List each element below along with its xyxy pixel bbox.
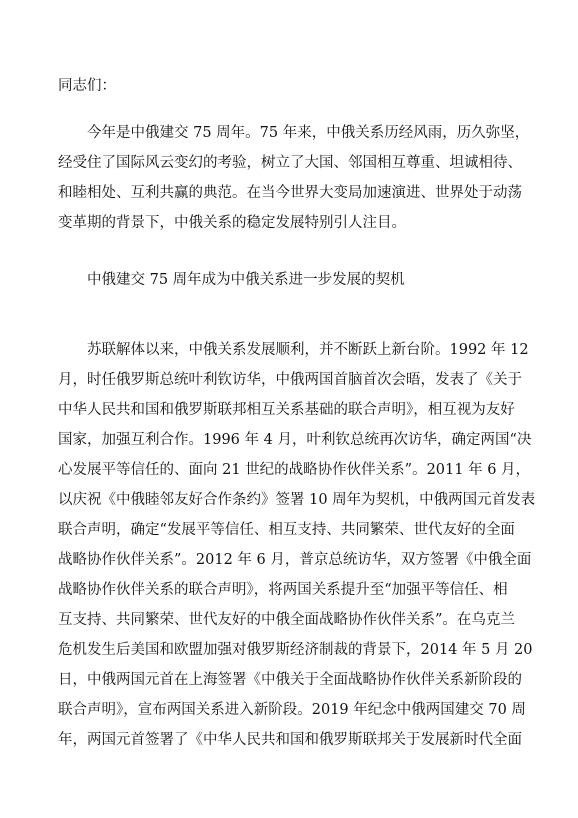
paragraph-line: 经受住了国际风云变幻的考验，树立了大国、邻国相互尊重、坦诚相待、	[58, 155, 522, 171]
paragraph-line: 日，中俄两国元首在上海签署《中俄关于全面战略协作伙伴关系新阶段的	[58, 672, 522, 688]
paragraph-line: 变革期的背景下，中俄关系的稳定发展特别引人注目。	[58, 215, 406, 231]
paragraph-line: 苏联解体以来，中俄关系发展顺利，并不断跃上新台阶。1992 年 12	[87, 342, 529, 358]
paragraph-line: 危机发生后美国和欧盟加强对俄罗斯经济制裁的背景下，2014 年 5 月 20	[58, 642, 533, 658]
paragraph-line: 今年是中俄建交 75 周年。75 年来，中俄关系历经风雨，历久弥坚，	[87, 125, 530, 141]
paragraph-line: 月，时任俄罗斯总统叶利钦访华，中俄两国首脑首次会晤，发表了《关于	[58, 372, 522, 388]
paragraph-line: 国家，加强互利合作。1996 年 4 月，叶利钦总统再次访华，确定两国“决	[58, 432, 532, 448]
paragraph-line: 联合声明，确定“发展平等信任、相互支持、共同繁荣、世代友好的全面	[58, 522, 515, 538]
paragraph-line: 联合声明》，宣布两国关系进入新阶段。2019 年纪念中俄两国建交 70 周	[58, 702, 526, 718]
salutation: 同志们：	[58, 78, 116, 94]
paragraph-line: 心发展平等信任的、面向 21 世纪的战略协作伙伴关系”。2011 年 6 月，	[58, 462, 531, 478]
section-heading: 中俄建交 75 周年成为中俄关系进一步发展的契机	[87, 272, 405, 288]
paragraph-line: 中华人民共和国和俄罗斯联邦相互关系基础的联合声明》，相互视为友好	[58, 402, 515, 418]
paragraph-history	[58, 335, 536, 755]
paragraph-line: 和睦相处、互利共赢的典范。在当今世界大变局加速演进、世界处于动荡	[58, 185, 522, 201]
paragraph-line: 互支持、共同繁荣、世代友好的中俄全面战略协作伙伴关系”。在乌克兰	[58, 612, 515, 628]
paragraph-line: 年，两国元首签署了《中华人民共和国和俄罗斯联邦关于发展新时代全面	[58, 732, 522, 748]
paragraph-intro	[58, 118, 530, 238]
paragraph-line: 战略协作伙伴关系”。2012 年 6 月，普京总统访华，双方签署《中俄全面	[58, 552, 532, 568]
paragraph-line: 战略协作伙伴关系的联合声明》，将两国关系提升至“加强平等信任、相	[58, 582, 508, 598]
paragraph-line: 以庆祝《中俄睦邻友好合作条约》签署 10 周年为契机，中俄两国元首发表	[58, 492, 536, 508]
